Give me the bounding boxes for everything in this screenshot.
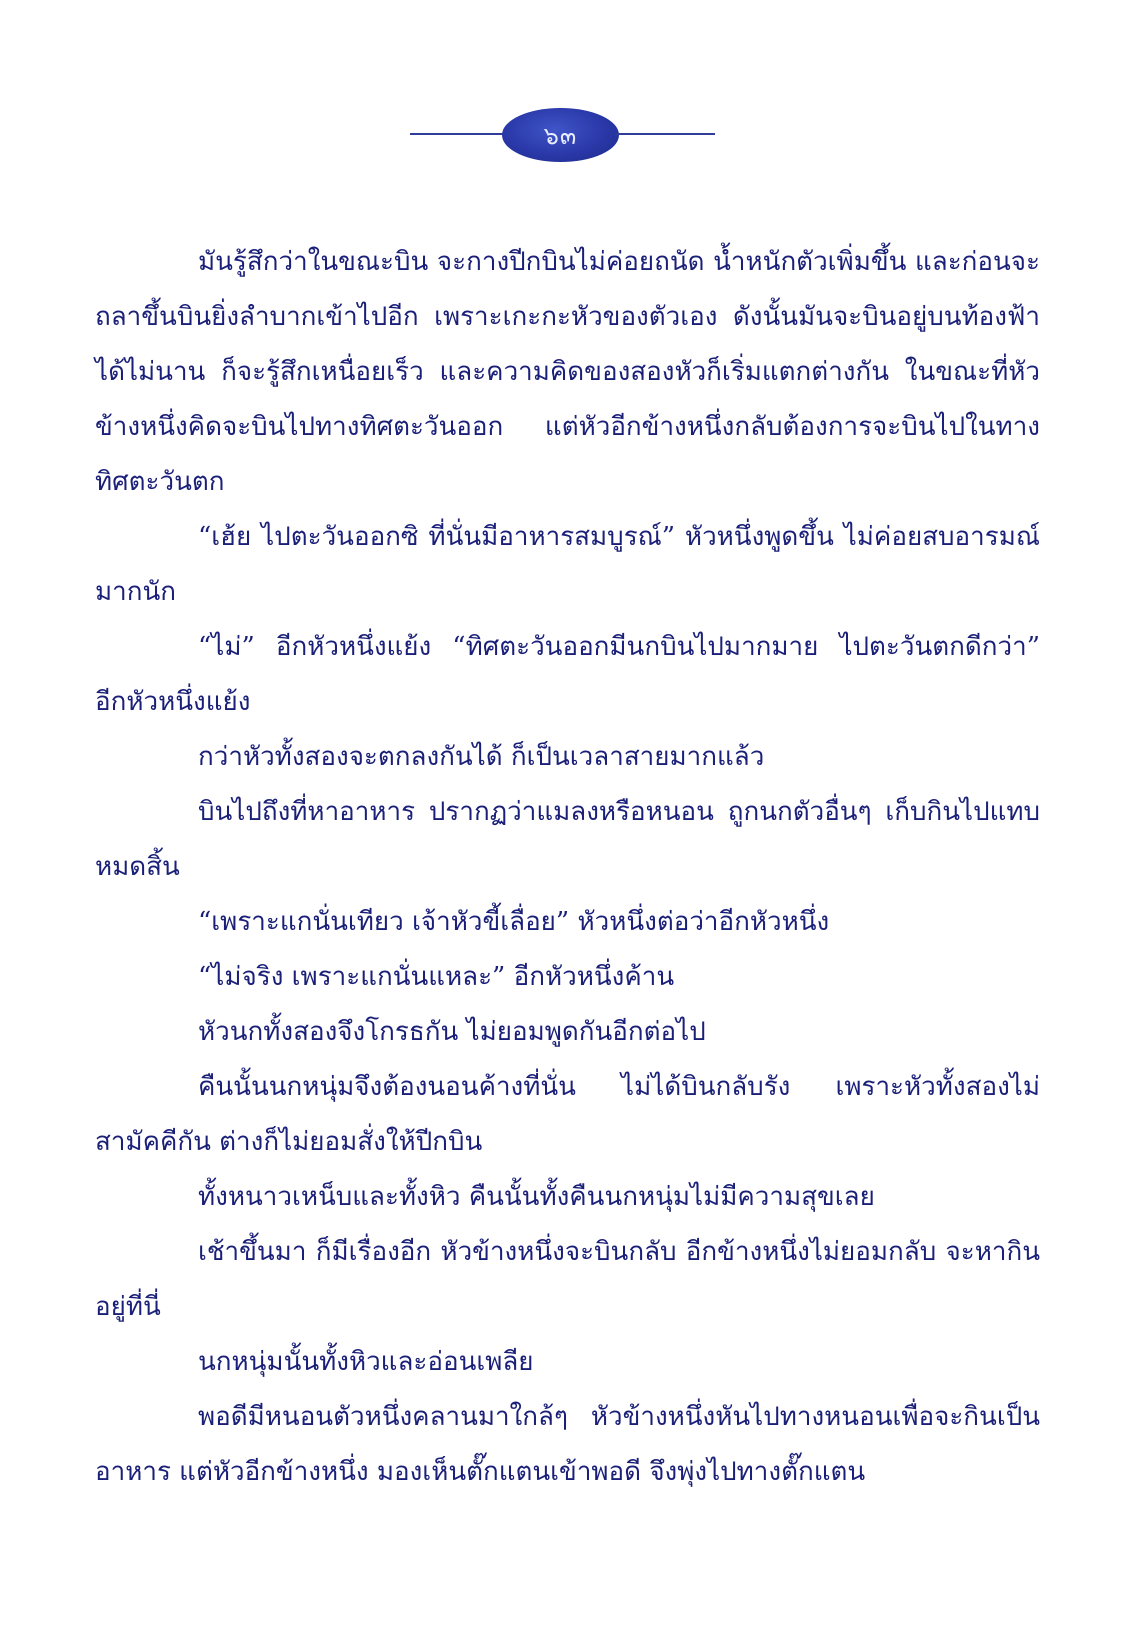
paragraph: “ไม่จริง เพราะแกนั่นแหละ” อีกหัวหนึ่งค้าน (198, 962, 675, 992)
paragraph: “เฮ้ย ไปตะวันออกซิ ที่นั่นมีอาหารสมบูรณ์” หัวหนึ่งพูดขึ้น ไม่ค่อยสบอารมณ์มากนัก (95, 522, 1040, 607)
paragraph: ทั้งหนาวเหน็บและทั้งหิว คืนนั้นทั้งคืนนกหนุ่มไม่มีความสุขเลย (198, 1182, 875, 1212)
paragraph: นกหนุ่มนั้นทั้งหิวและอ่อนเพลีย (198, 1347, 534, 1377)
paragraph: “ไม่” อีกหัวหนึ่งแย้ง “ทิศตะวันออกมีนกบินไปมากมาย ไปตะวันตกดีกว่า” อีกหัวหนึ่งแย้ง (95, 632, 1040, 717)
paragraph: มันรู้สึกว่าในขณะบิน จะกางปีกบินไม่ค่อยถนัด น้ำหนักตัวเพิ่มขึ้น และก่อนจะถลาขึ้นบินยิ่งลำบากเข้าไปอีก เพราะเกะกะหัวของตัวเอง ดังนั้นมันจะบินอยู่บนท้องฟ้าได้ไม่นาน ก็จะรู้สึกเหนื่อยเร็ว และความคิดของสองหัวก็เริ่มแตกต่างกัน ในขณะที่หัวข้างหนึ่งคิดจะบินไปทางทิศตะวันออก แต่หัวอีกข้างหนึ่งกลับต้องการจะบินไปในทางทิศตะวันตก (95, 247, 1040, 497)
header-rule-left (410, 133, 505, 135)
paragraph: พอดีมีหนอนตัวหนึ่งคลานมาใกล้ๆ หัวข้างหนึ่งหันไปทางหนอนเพื่อจะกินเป็นอาหาร แต่หัวอีกข้างหนึ่ง มองเห็นตั๊กแตนเข้าพอดี จึงพุ่งไปทางตั๊กแตน (95, 1402, 1040, 1487)
page-number-badge (502, 108, 619, 162)
paragraph: บินไปถึงที่หาอาหาร ปรากฏว่าแมลงหรือหนอน ถูกนกตัวอื่นๆ เก็บกินไปแทบหมดสิ้น (95, 797, 1040, 882)
page-number: ๖๓ (543, 121, 578, 150)
paragraph: “เพราะแกนั่นเทียว เจ้าหัวขี้เลื่อย” หัวหนึ่งต่อว่าอีกหัวหนึ่ง (198, 907, 830, 937)
body-text (95, 235, 1040, 1500)
paragraph: หัวนกทั้งสองจึงโกรธกัน ไม่ยอมพูดกันอีกต่อไป (198, 1017, 706, 1047)
page-header (0, 105, 1127, 165)
paragraph: เช้าขึ้นมา ก็มีเรื่องอีก หัวข้างหนึ่งจะบินกลับ อีกข้างหนึ่งไม่ยอมกลับ จะหากินอยู่ที่นี่ (95, 1237, 1040, 1322)
header-rule-right (615, 133, 715, 135)
paragraph: คืนนั้นนกหนุ่มจึงต้องนอนค้างที่นั่น ไม่ได้บินกลับรัง เพราะหัวทั้งสองไม่สามัคคีกัน ต่างก็ไม่ยอมสั่งให้ปีกบิน (95, 1072, 1040, 1157)
paragraph: กว่าหัวทั้งสองจะตกลงกันได้ ก็เป็นเวลาสายมากแล้ว (198, 742, 765, 772)
